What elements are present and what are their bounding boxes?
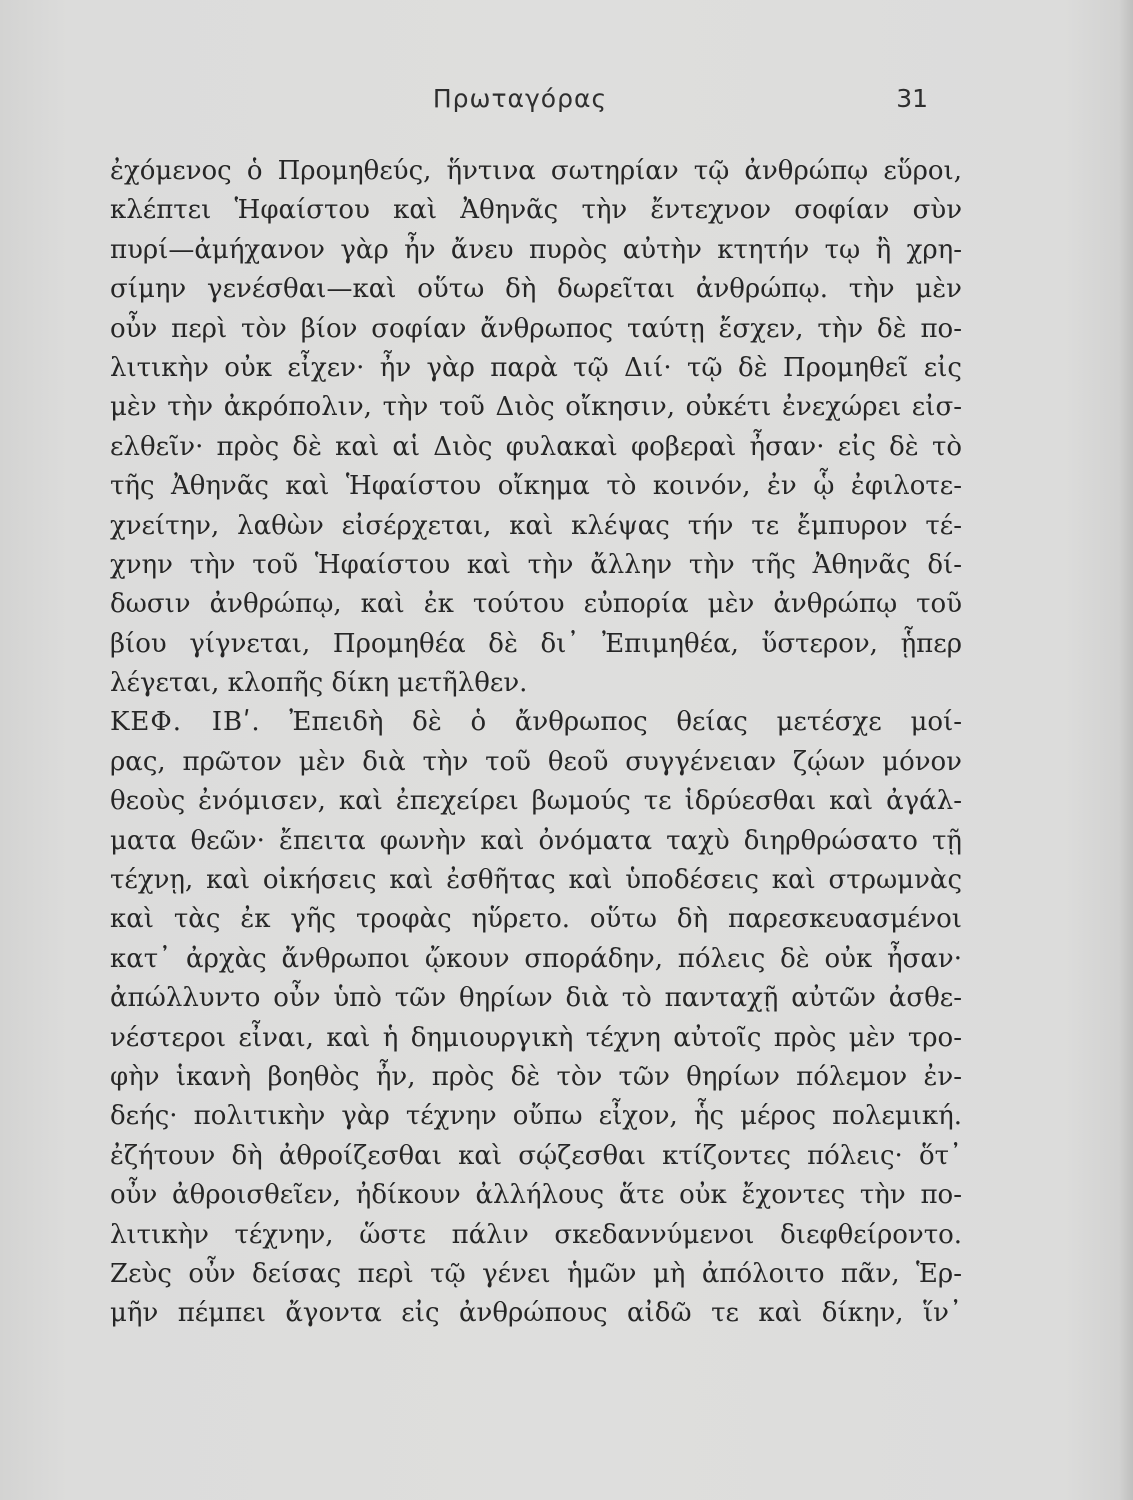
text-line: τῆς Ἀθηνᾶς καὶ Ἡφαίστου οἴκημα τὸ κοινόν, ἐν ᾧ ἐφιλοτε-: [110, 471, 962, 502]
chapter-label: ΚΕΦ. ΙΒʹ.: [110, 707, 261, 738]
text-line: κλέπτει Ἡφαίστου καὶ Ἀθηνᾶς τὴν ἔντεχνον σοφίαν σὺν: [110, 195, 962, 226]
text-line: δεής· πολιτικὴν γὰρ τέχνην οὔπω εἶχον, ἧς μέρος πολεμική.: [110, 1101, 962, 1132]
text-line: χνην τὴν τοῦ Ἡφαίστου καὶ τὴν ἄλλην τὴν τῆς Ἀθηνᾶς δί-: [110, 549, 962, 580]
text-line: θεοὺς ἐνόμισεν, καὶ ἐπεχείρει βωμούς τε ἱδρύεσθαι καὶ ἀγάλ-: [110, 786, 962, 817]
page-header: [0, 84, 1133, 124]
page-edge-shadow: [1119, 0, 1133, 1500]
text-line: δωσιν ἀνθρώπῳ, καὶ ἐκ τούτου εὐπορία μὲν ἀνθρώπῳ τοῦ: [110, 589, 962, 620]
text-line: ἐζήτουν δὴ ἀθροίζεσθαι καὶ σῴζεσθαι κτίζοντες πόλεις· ὅτ᾽: [110, 1140, 962, 1171]
running-title: Πρωταγόρας: [432, 84, 608, 113]
chapter-first-line-text: Ἐπειδὴ δὲ ὁ ἄνθρωπος θείας μετέσχε μοί-: [289, 707, 962, 738]
text-line: βίου γίγνεται, Προμηθέα δὲ δι᾽ Ἐπιμηθέα, ὕστερον, ᾗπερ: [110, 628, 962, 659]
text-line: χνείτην, λαθὼν εἰσέρχεται, καὶ κλέψας τήν τε ἔμπυρον τέ-: [110, 510, 962, 541]
text-line: καὶ τὰς ἐκ γῆς τροφὰς ηὕρετο. οὕτω δὴ παρεσκευασμένοι: [110, 904, 962, 935]
text-line: οὖν περὶ τὸν βίον σοφίαν ἄνθρωπος ταύτῃ ἔσχεν, τὴν δὲ πο-: [110, 313, 962, 344]
body-text: [110, 152, 962, 1334]
text-line: πυρί—ἀμήχανον γὰρ ἦν ἄνευ πυρὸς αὐτὴν κτητήν τῳ ἢ χρη-: [110, 234, 962, 265]
text-line: ελθεῖν· πρὸς δὲ καὶ αἱ Διὸς φυλακαὶ φοβεραὶ ἦσαν· εἰς δὲ τὸ: [110, 431, 962, 462]
text-line: Ζεὺς οὖν δείσας περὶ τῷ γένει ἡμῶν μὴ ἀπόλοιτο πᾶν, Ἑρ-: [110, 1258, 962, 1289]
text-line: ἀπώλλυντο οὖν ὑπὸ τῶν θηρίων διὰ τὸ πανταχῇ αὐτῶν ἀσθε-: [110, 983, 962, 1014]
text-line: οὖν ἀθροισθεῖεν, ἠδίκουν ἀλλήλους ἅτε οὐκ ἔχοντες τὴν πο-: [110, 1180, 962, 1211]
text-line: φὴν ἱκανὴ βοηθὸς ἦν, πρὸς δὲ τὸν τῶν θηρίων πόλεμον ἐν-: [110, 1061, 962, 1092]
text-line: ματα θεῶν· ἔπειτα φωνὴν καὶ ὀνόματα ταχὺ διηρθρώσατο τῇ: [110, 825, 962, 856]
chapter-first-line: [110, 703, 962, 742]
text-line: λιτικὴν τέχνην, ὥστε πάλιν σκεδαννύμενοι διεφθείροντο.: [110, 1219, 962, 1250]
text-line: νέστεροι εἶναι, καὶ ἡ δημιουργικὴ τέχνη αὐτοῖς πρὸς μὲν τρο-: [110, 1022, 962, 1053]
text-line: ἐχόμενος ὁ Προμηθεύς, ἥντινα σωτηρίαν τῷ ἀνθρώπῳ εὕροι,: [110, 156, 962, 186]
text-line: σίμην γενέσθαι—καὶ οὕτω δὴ δωρεῖται ἀνθρώπῳ. τὴν μὲν: [110, 274, 962, 305]
text-line: κατ᾽ ἀρχὰς ἄνθρωποι ᾤκουν σποράδην, πόλεις δὲ οὐκ ἦσαν·: [110, 943, 962, 974]
text-line: λιτικὴν οὐκ εἶχεν· ἦν γὰρ παρὰ τῷ Διί· τῷ δὲ Προμηθεῖ εἰς: [110, 352, 962, 383]
page-number: 31: [896, 84, 928, 113]
paragraph-1: [110, 152, 962, 703]
text-line: λέγεται, κλοπῆς δίκη μετῆλθεν.: [110, 668, 528, 699]
paragraph-2: [110, 703, 962, 1333]
text-line: μὲν τὴν ἀκρόπολιν, τὴν τοῦ Διὸς οἴκησιν, οὐκέτι ἐνεχώρει εἰσ-: [110, 392, 962, 423]
text-line: τέχνῃ, καὶ οἰκήσεις καὶ ἐσθῆτας καὶ ὑποδέσεις καὶ στρωμνὰς: [110, 865, 962, 896]
text-line: μῆν πέμπει ἄγοντα εἰς ἀνθρώπους αἰδῶ τε καὶ δίκην, ἵν᾽: [110, 1298, 962, 1329]
text-line: ρας, πρῶτον μὲν διὰ τὴν τοῦ θεοῦ συγγένειαν ζῴων μόνον: [110, 746, 962, 777]
